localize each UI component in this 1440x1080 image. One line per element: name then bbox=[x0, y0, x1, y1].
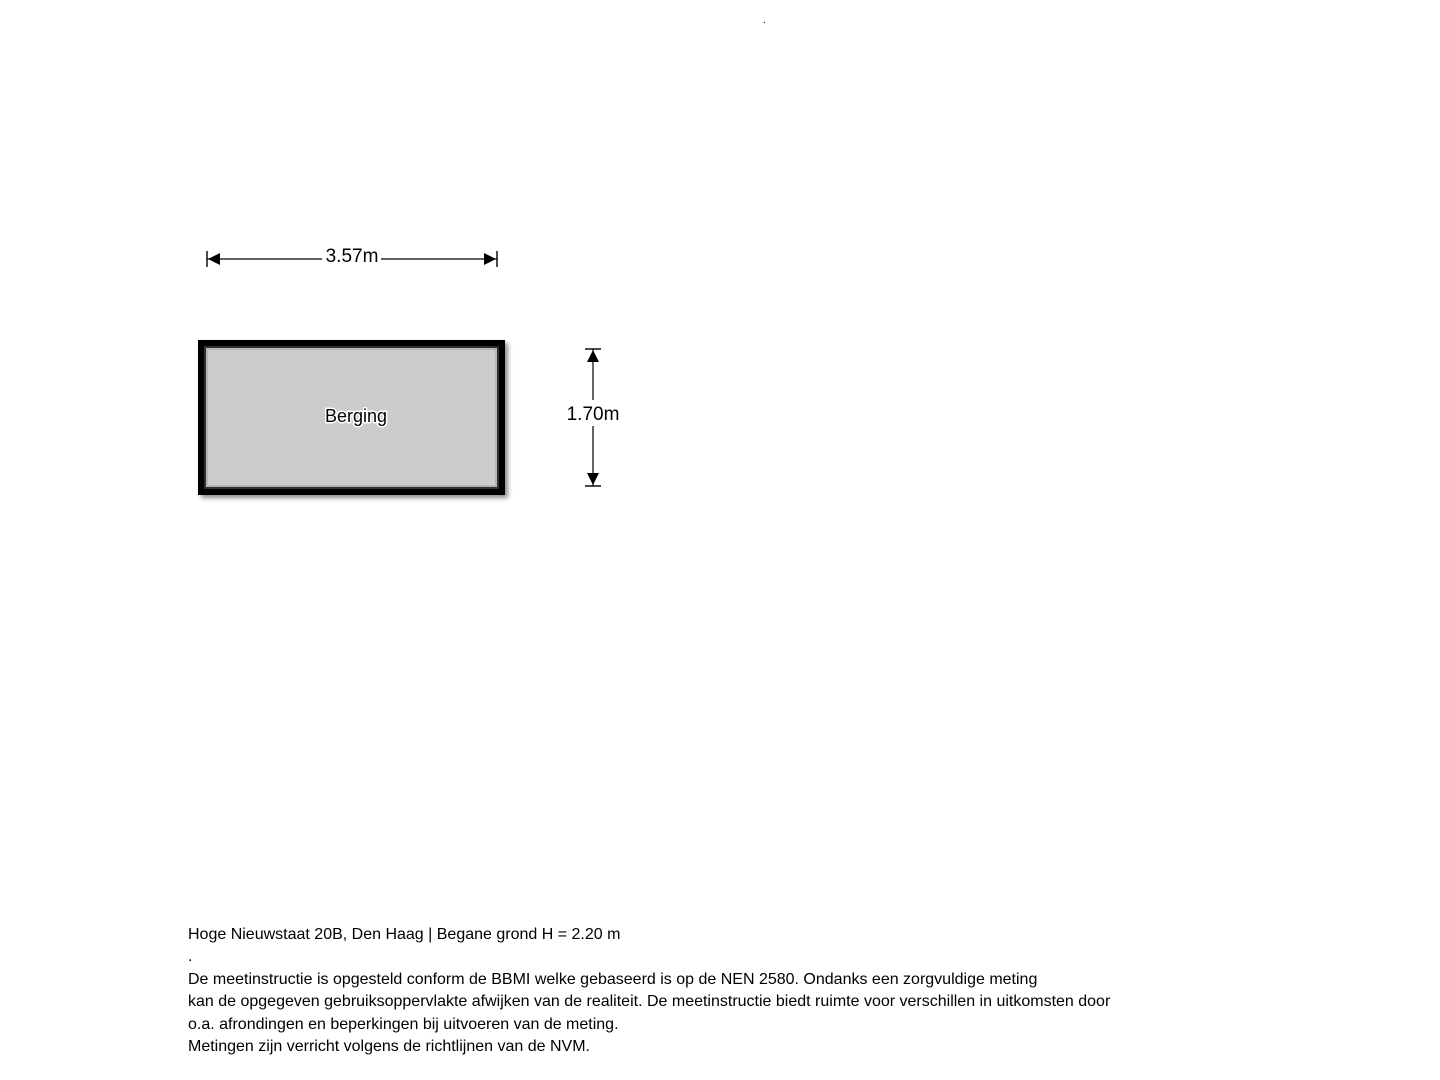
height-dimension bbox=[567, 349, 620, 486]
footer-separator: . bbox=[188, 948, 193, 966]
height-dimension-label: 1.70m bbox=[566, 404, 620, 425]
top-dot-mark: . bbox=[763, 15, 766, 26]
height-dimension-top-arrow bbox=[587, 350, 599, 362]
width-dimension-right-arrow bbox=[484, 253, 496, 265]
disclaimer-line: De meetinstructie is opgesteld conform de BBMI welke gebaseerd is op de NEN 2580. Ondanks een zorgvuldige meting bbox=[188, 970, 1038, 988]
disclaimer-line: Metingen zijn verricht volgens de richtlijnen van de NVM. bbox=[188, 1038, 590, 1056]
footer-title: Hoge Nieuwstaat 20B, Den Haag | Begane grond H = 2.20 m bbox=[188, 926, 621, 943]
width-dimension-label: 3.57m bbox=[325, 246, 379, 267]
room-label: Berging bbox=[324, 406, 388, 426]
room-berging bbox=[202, 344, 501, 491]
footer-notes bbox=[188, 924, 1288, 1058]
disclaimer-line: kan de opgegeven gebruiksoppervlakte afwijken van de realiteit. De meetinstructie biedt ruimte voor verschillen in uitkomsten door bbox=[188, 993, 1111, 1011]
disclaimer-line: o.a. afrondingen en beperkingen bij uitvoeren van de meting. bbox=[188, 1015, 619, 1033]
width-dimension bbox=[207, 246, 497, 267]
height-dimension-bottom-arrow bbox=[587, 473, 599, 485]
width-dimension-left-arrow bbox=[208, 253, 220, 265]
